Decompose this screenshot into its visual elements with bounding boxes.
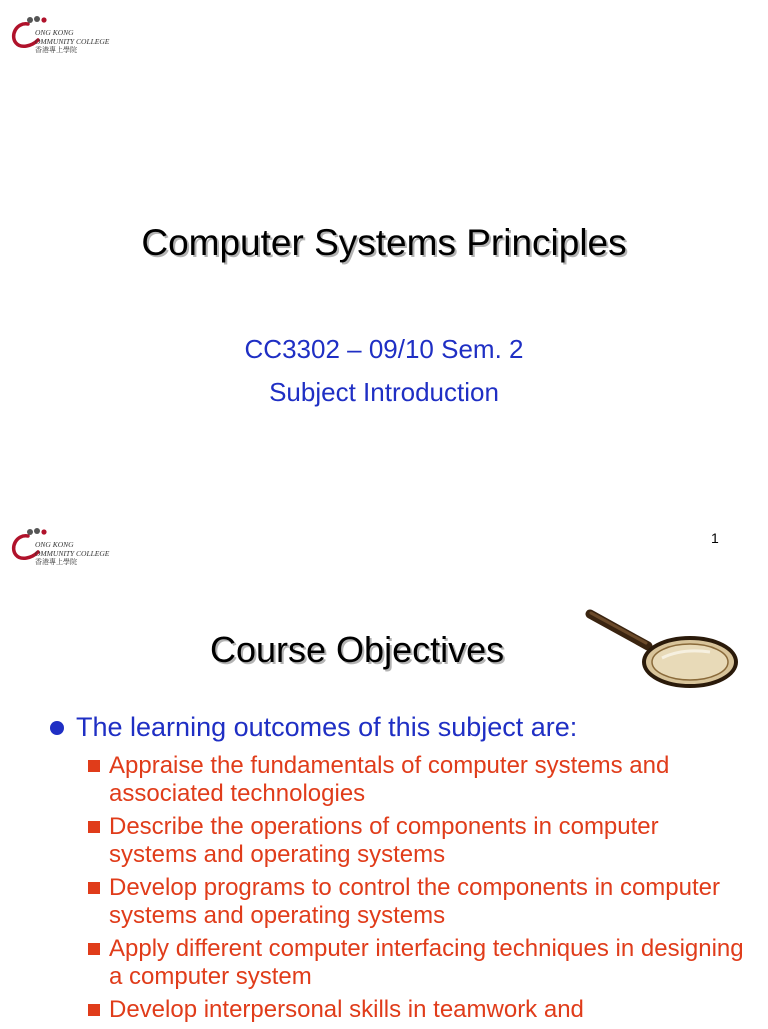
svg-text:ONG KONG: ONG KONG (35, 28, 74, 37)
slide-1 (0, 0, 768, 512)
svg-text:香港專上學院: 香港專上學院 (35, 558, 77, 566)
college-logo (8, 526, 120, 566)
list-item (88, 935, 748, 991)
list-item (88, 996, 748, 1024)
svg-text:OMMUNITY COLLEGE: OMMUNITY COLLEGE (35, 549, 110, 558)
svg-text:香港專上學院: 香港專上學院 (35, 46, 77, 54)
page-number: 1 (711, 530, 719, 546)
bullet-text: The learning outcomes of this subject are: (76, 712, 578, 742)
square-bullet-icon (88, 821, 100, 833)
list-item-text: Develop interpersonal skills in teamwork and (109, 996, 584, 1023)
list-item-text: Describe the operations of components in computer systems and operating systems (109, 813, 659, 868)
svg-text:OMMUNITY COLLEGE: OMMUNITY COLLEGE (35, 37, 110, 46)
slide-title: Computer Systems Principles (141, 222, 627, 263)
main-bullet (50, 712, 577, 743)
college-logo (8, 14, 120, 54)
list-item-text: Appraise the fundamentals of computer systems and associated technologies (109, 752, 670, 807)
bullet-dot-icon (50, 721, 64, 735)
svg-text:ONG KONG: ONG KONG (35, 540, 74, 549)
slide-subtitle: Subject Introduction (269, 377, 499, 407)
square-bullet-icon (88, 760, 100, 772)
list-item (88, 874, 748, 930)
square-bullet-icon (88, 882, 100, 894)
course-code: CC3302 – 09/10 Sem. 2 (244, 334, 524, 364)
list-item-text: Apply different computer interfacing techniques in designing a computer system (109, 935, 744, 990)
list-item (88, 813, 748, 869)
slide-title: Course Objectives (210, 629, 505, 670)
list-item-text: Develop programs to control the components in computer systems and operating systems (109, 874, 720, 929)
magnifying-glass-icon (582, 604, 742, 695)
learning-outcomes-list (88, 752, 748, 1029)
list-item (88, 752, 748, 808)
square-bullet-icon (88, 943, 100, 955)
square-bullet-icon (88, 1004, 100, 1016)
